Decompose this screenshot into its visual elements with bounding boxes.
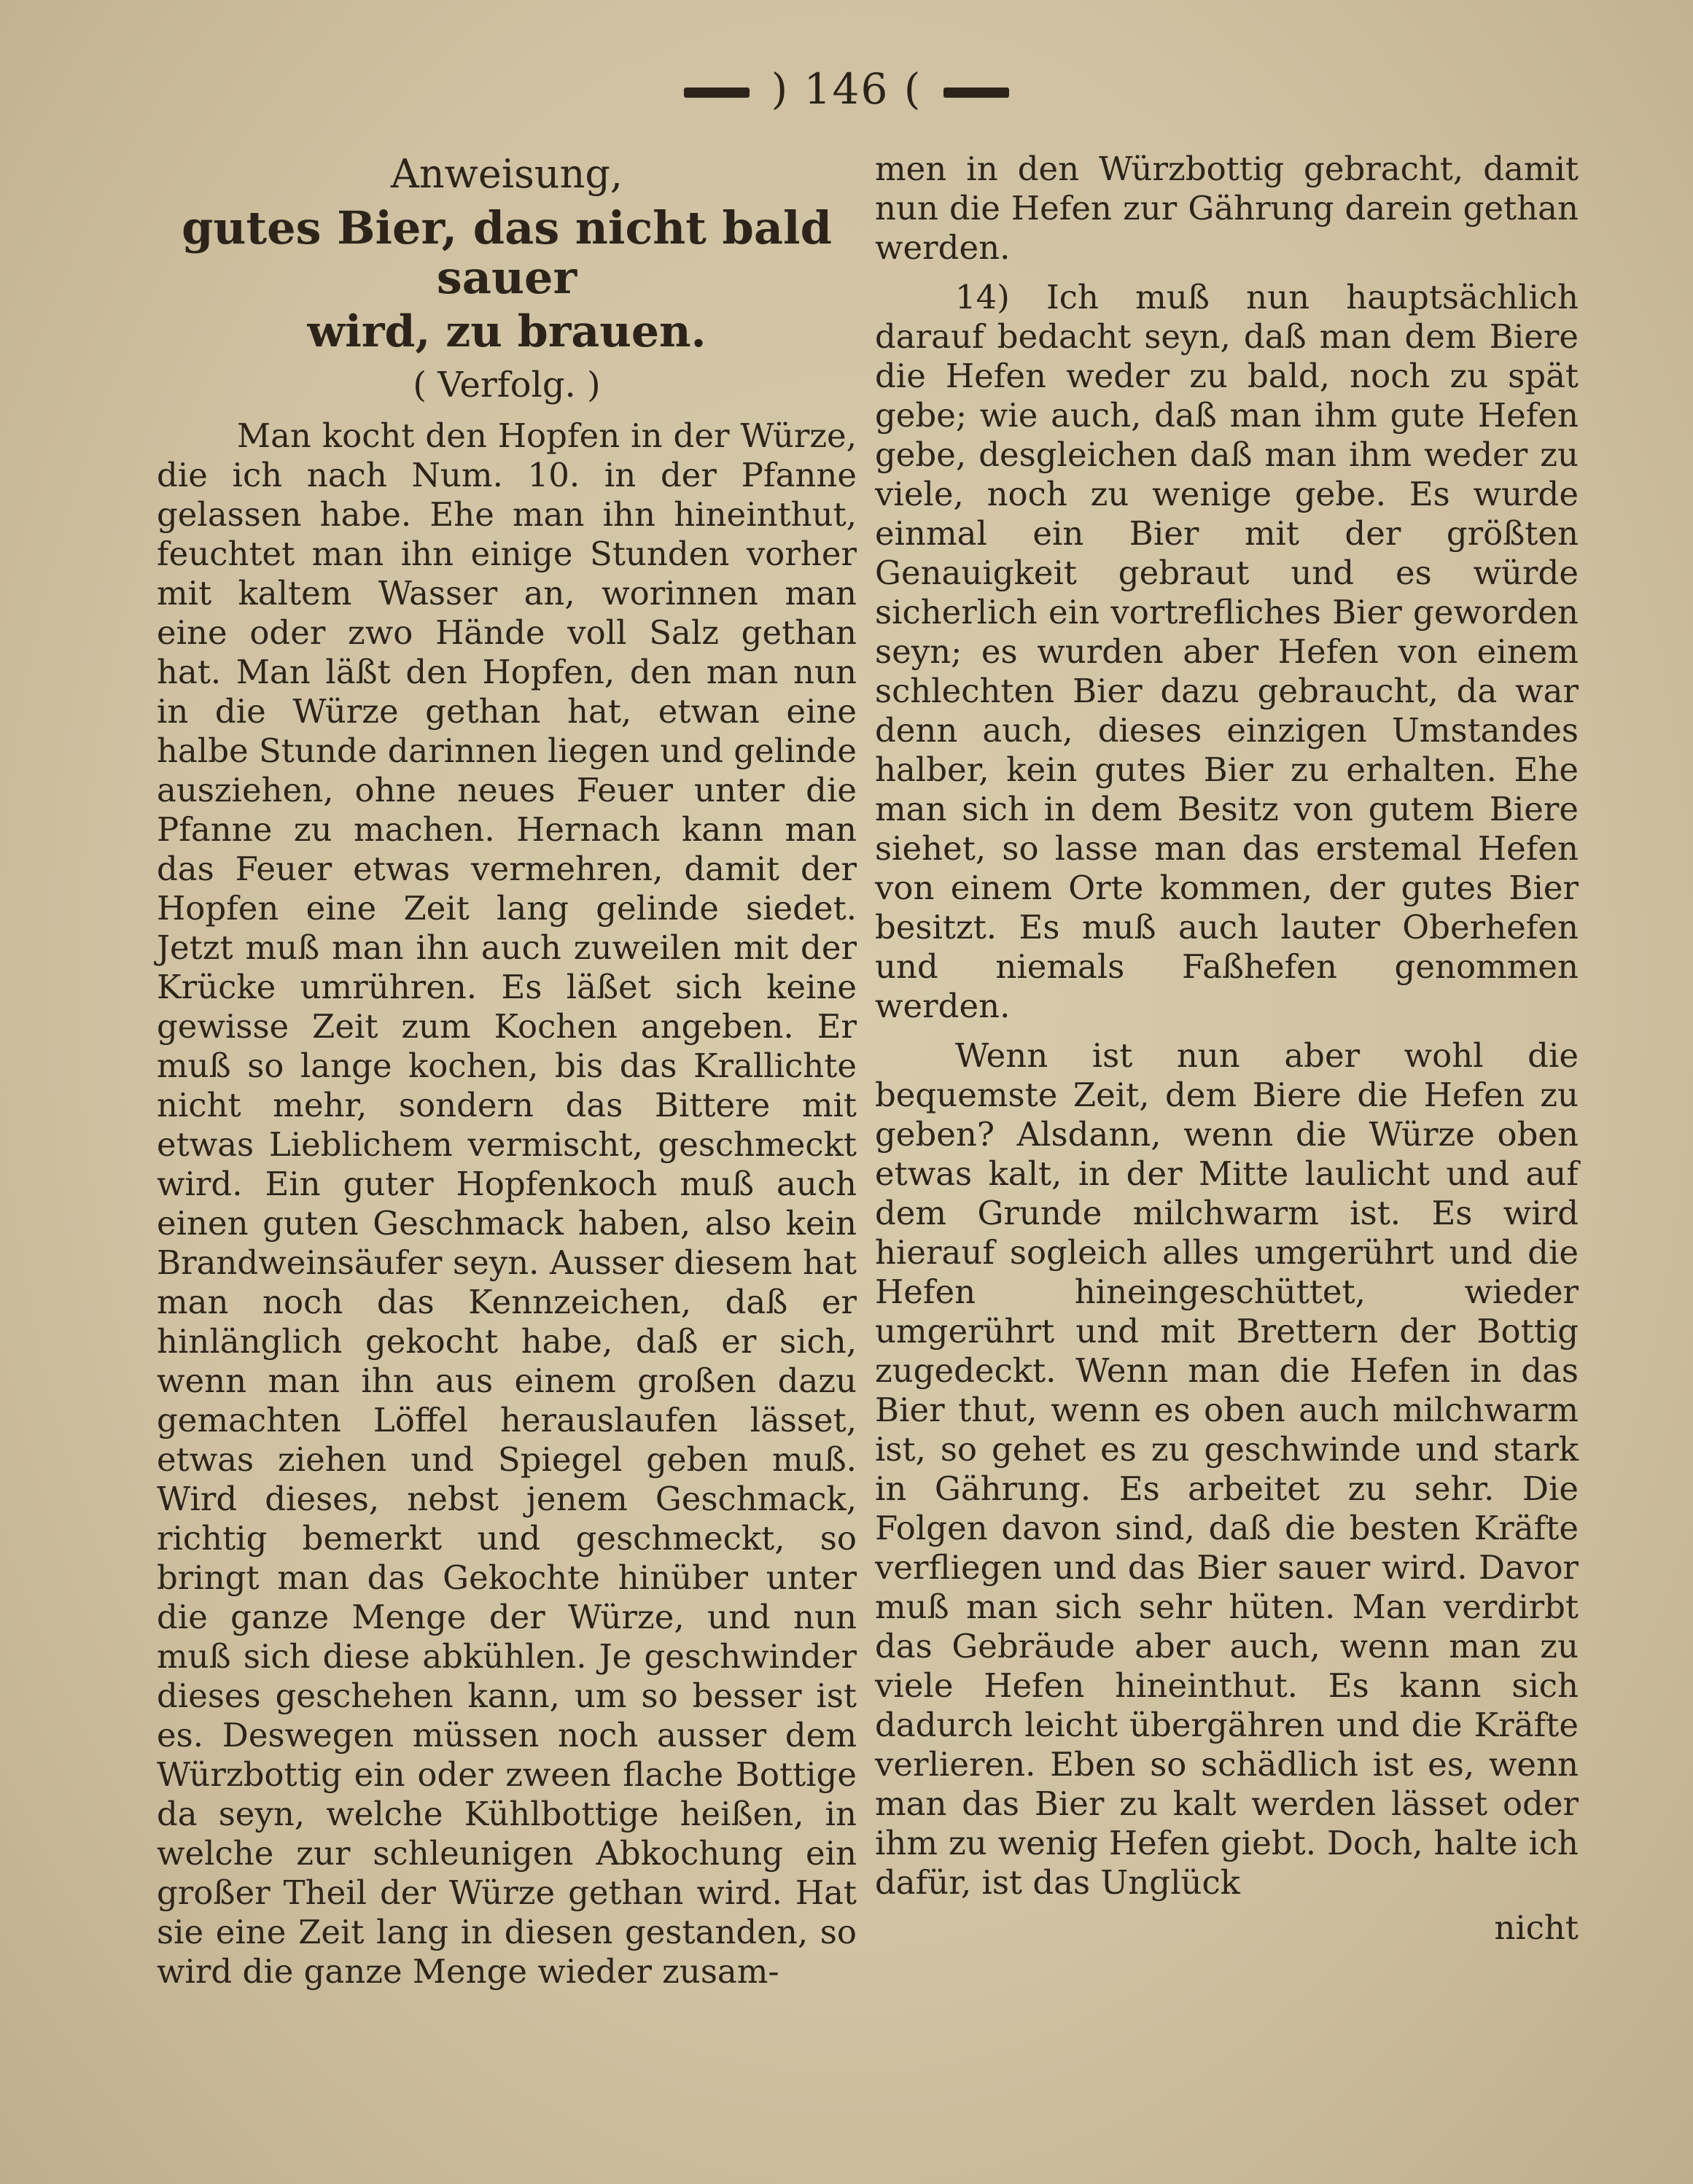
right-paragraph-2: 14) Ich muß nun hauptsächlich darauf bedacht seyn, daß man dem Biere die Hefen weder zu bald, noch zu spät gebe; wie auch, daß man ihm gute Hefen gebe, desgleichen daß man ihm weder zu viele, noch zu wenige gebe. Es wurde einmal ein Bier mit der größten Genauigkeit gebraut und es würde sicherlich ein vortrefliches Bier geworden seyn; es wurden aber Hefen von einem schlechten Bier dazu gebraucht, da war denn auch, dieses einzigen Umstandes halber, kein gutes Bier zu erhalten. Ehe man sich in dem Besitz von gutem Biere siehet, so lasse man das erstemal Hefen von einem Orte kommen, der gutes Bier besitzt. Es muß auch lauter Oberhefen und niemals Faßhefen genommen werden. (875, 278, 1579, 1025)
article-title-line2: gutes Bier, das nicht bald sauer (182, 201, 832, 304)
article-title-line3: wird, zu brauen. (307, 306, 707, 357)
header-rule-left (684, 88, 750, 98)
catchword: nicht (1494, 1908, 1579, 1947)
left-column (157, 149, 857, 2002)
right-paragraph-3: Wenn ist nun aber wohl die bequemste Zeit, dem Biere die Hefen zu geben? Alsdann, wenn die Würze oben etwas kalt, in der Mitte laulicht und auf dem Grunde milchwarm ist. Es wird hierauf sogleich alles umgerührt und die Hefen hineingeschüttet, wieder umgerührt und mit Brettern der Bottig zugedeckt. Wenn man die Hefen in das Bier thut, wenn es oben auch milchwarm ist, so gehet es zu geschwinde und stark in Gährung. Es arbeitet zu sehr. Die Folgen davon sind, daß die besten Kräfte verfliegen und das Bier sauer wird. Davor muß man sich sehr hüten. Man verdirbt das Gebräude aber auch, wenn man zu viele Hefen hineinthut. Es kann sich dadurch leicht übergähren und die Kräfte verlieren. Eben so schädlich ist es, wenn man das Bier zu kalt werden lässet oder ihm zu wenig Hefen giebt. Doch, halte ich dafür, ist das Unglück (875, 1036, 1579, 1902)
page-number: ) 146 ( (771, 64, 922, 114)
header-rule-right (943, 88, 1009, 98)
article-subtitle: ( Verfolg. ) (413, 365, 601, 405)
page-header (0, 64, 1693, 123)
left-paragraph-1: Man kocht den Hopfen in der Würze, die ich nach Num. 10. in der Pfanne gelassen habe. Ehe man ihn hineinthut, feuchtet man ihn einige Stunden vorher mit kaltem Wasser an, worinnen man eine oder zwo Hände voll Salz gethan hat. Man läßt den Hopfen, den man nun in die Würze gethan hat, etwan eine halbe Stunde darinnen liegen und gelinde ausziehen, ohne neues Feuer unter die Pfanne zu machen. Hernach kann man das Feuer etwas vermehren, damit der Hopfen eine Zeit lang gelinde siedet. Jetzt muß man ihn auch zuweilen mit der Krücke umrühren. Es läßet sich keine gewisse Zeit zum Kochen angeben. Er muß so lange kochen, bis das Krallichte nicht mehr, sondern das Bittere mit etwas Lieblichem vermischt, geschmeckt wird. Ein guter Hopfenkoch muß auch einen guten Geschmack haben, also kein Brandweinsäufer seyn. Ausser diesem hat man noch das Kennzeichen, daß er hinlänglich gekocht habe, daß er sich, wenn man ihn aus einem großen dazu gemachten Löffel herauslaufen lässet, etwas ziehen und Spiegel geben muß. Wird dieses, nebst jenem Geschmack, richtig bemerkt und geschmeckt, so bringt man das Gekochte hinüber unter die ganze Menge der Würze, und nun muß sich diese abkühlen. Je geschwinder dieses geschehen kann, um so besser ist es. Deswegen müssen noch ausser dem Würzbottig ein oder zween flache Bottige da seyn, welche Kühlbottige heißen, in welche zur schleunigen Abkochung ein großer Theil der Würze gethan wird. Hat sie eine Zeit lang in diesen gestanden, so wird die ganze Menge wieder zusam- (157, 416, 857, 1991)
right-paragraph-1: men in den Würzbottig gebracht, damit nun die Hefen zur Gährung darein gethan werden. (875, 149, 1579, 267)
article-title-line1: Anweisung, (390, 151, 623, 197)
right-column (875, 149, 1579, 1948)
